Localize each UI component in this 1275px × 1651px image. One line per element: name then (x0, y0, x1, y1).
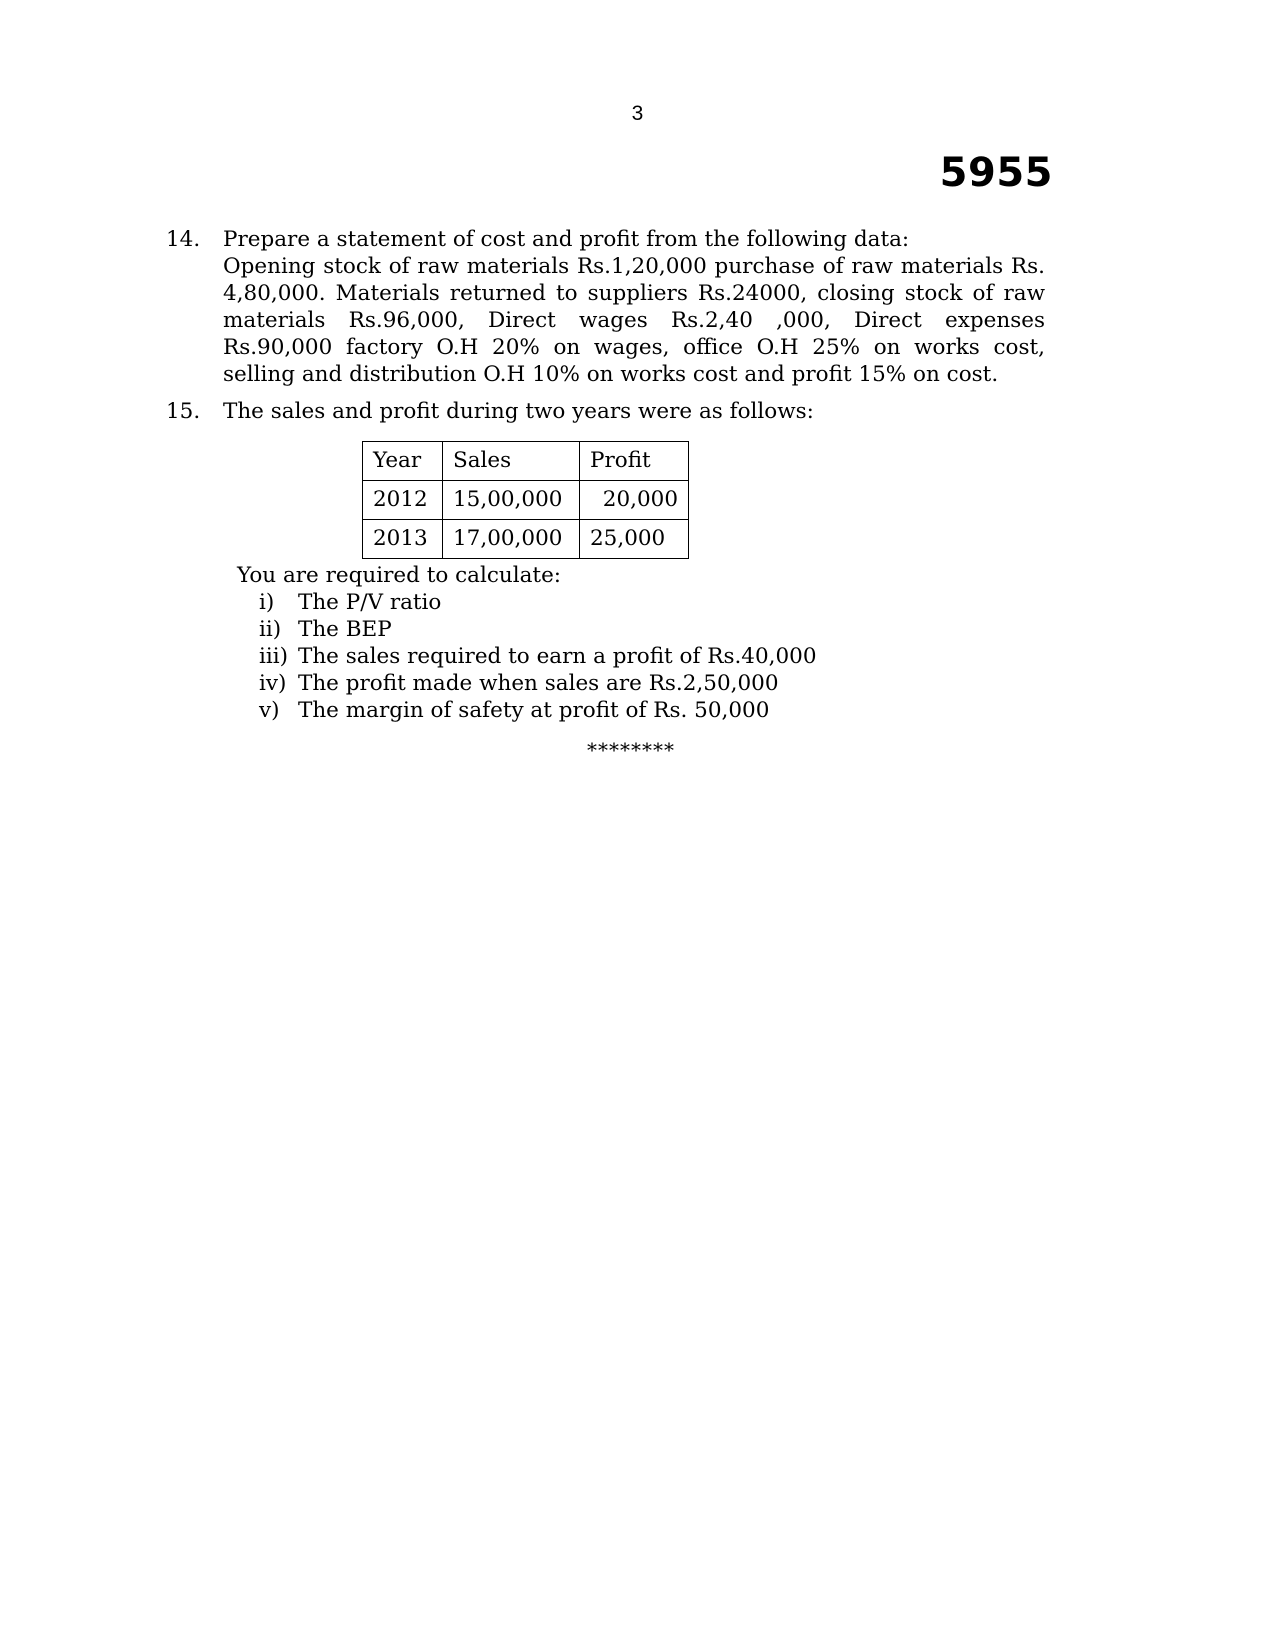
table-cell: 25,000 (580, 520, 689, 559)
table-row (363, 520, 689, 559)
question-number: 15. (166, 399, 201, 424)
question-14 (166, 226, 1046, 388)
table-cell: 17,00,000 (443, 520, 580, 559)
list-item (259, 643, 817, 670)
list-item-numeral: iv) (259, 671, 287, 696)
paper-code: 5955 (939, 150, 1053, 196)
list-item-numeral: ii) (259, 617, 282, 642)
table-header-cell: Profit (580, 442, 689, 481)
list-item (259, 697, 817, 724)
table-header-cell: Year (363, 442, 443, 481)
list-item-text: The profit made when sales are Rs.2,50,000 (298, 671, 779, 696)
list-item (259, 670, 817, 697)
list-item-numeral: iii) (259, 644, 289, 669)
table-header-cell: Sales (443, 442, 580, 481)
question-15 (166, 398, 1046, 425)
required-label: You are required to calculate: (237, 563, 562, 588)
table-header-row (363, 442, 689, 481)
list-item-text: The BEP (298, 617, 392, 642)
list-item-text: The P/V ratio (298, 590, 442, 615)
table-cell: 2013 (363, 520, 443, 559)
list-item (259, 616, 817, 643)
table-cell: 20,000 (580, 481, 689, 520)
sales-profit-table (362, 441, 689, 559)
question-intro: Prepare a statement of cost and profit from the following data: (223, 227, 910, 252)
table-cell: 2012 (363, 481, 443, 520)
end-marker: ******** (587, 738, 675, 762)
list-item-text: The margin of safety at profit of Rs. 50,000 (298, 698, 770, 723)
page-number: 3 (631, 102, 644, 125)
list-item-numeral: i) (259, 590, 275, 615)
table-row (363, 481, 689, 520)
list-item (259, 589, 817, 616)
question-body (223, 226, 1045, 388)
question-body (223, 398, 1045, 425)
question-intro: The sales and profit during two years were as follows: (223, 399, 814, 424)
question-number: 14. (166, 227, 201, 252)
table-cell: 15,00,000 (443, 481, 580, 520)
question-text: Opening stock of raw materials Rs.1,20,000 purchase of raw materials Rs. 4,80,000. Materials returned to suppliers Rs.24000, closing stock of raw materials Rs.96,000, Direct wages Rs.2,40 ,000, Direct expenses Rs.90,000 factory O.H 20% on wages, office O.H 25% on works cost, selling and distribution O.H 10% on works cost and profit 15% on cost. (223, 254, 1045, 387)
required-list (259, 589, 817, 724)
list-item-text: The sales required to earn a profit of Rs.40,000 (298, 644, 817, 669)
list-item-numeral: v) (259, 698, 280, 723)
